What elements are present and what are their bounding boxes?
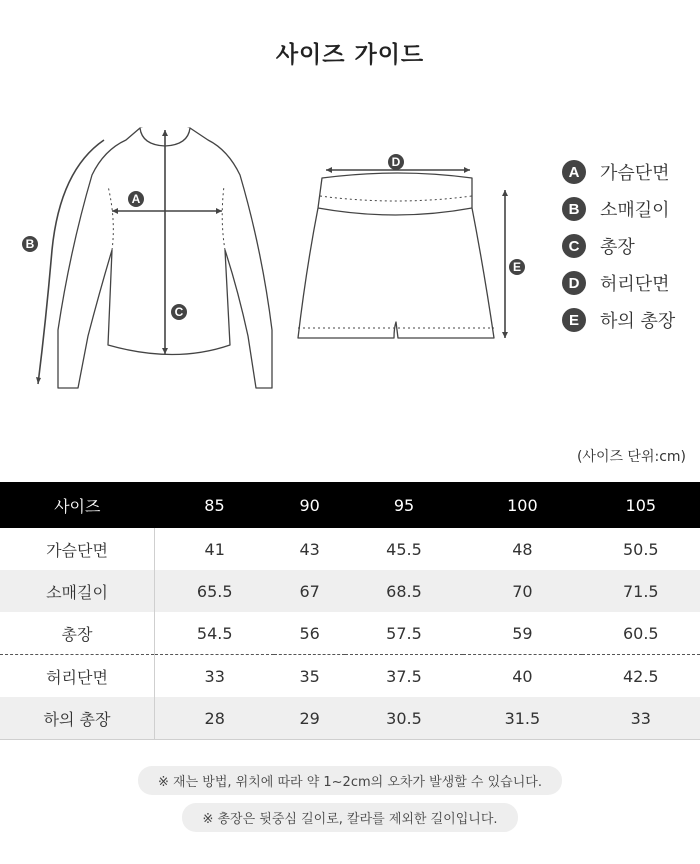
table-cell: 68.5 [345, 570, 463, 612]
table-cell: 65.5 [155, 570, 275, 612]
badge-b-label: B [25, 237, 35, 251]
legend-badge-d: D [562, 271, 586, 295]
table-cell: 57.5 [386, 623, 422, 643]
legend-badge-e: E [562, 308, 586, 332]
table-header-size: 105 [582, 482, 700, 528]
legend-label-c: 총장 [600, 237, 635, 258]
table-cell: 40 [463, 655, 581, 698]
table-header-size: 90 [274, 482, 344, 528]
table-cell: 54.5 [196, 623, 233, 643]
table-header-size: 100 [463, 482, 581, 528]
table-header-row [0, 482, 700, 528]
table-cell: 48 [512, 539, 533, 559]
row-label: 가슴단면 [0, 528, 155, 570]
legend-badge-a: A [562, 160, 586, 184]
row-label: 총장 [0, 612, 155, 655]
table-cell: 28 [155, 697, 275, 740]
table-cell: 29 [274, 697, 344, 740]
note-measurement-error: ※ 재는 방법, 위치에 따라 약 1~2cm의 오차가 발생할 수 있습니다. [138, 766, 562, 795]
legend-item-e [562, 308, 675, 332]
table-cell: 45.5 [386, 539, 422, 559]
legend-label-b: 소매길이 [600, 200, 670, 221]
table-cell: 37.5 [345, 655, 463, 698]
table-cell: 41 [204, 539, 225, 559]
legend-item-b [562, 197, 675, 221]
table-cell: 42.5 [582, 655, 700, 698]
legend-item-a [562, 160, 675, 184]
legend-badge-b: B [562, 197, 586, 221]
notes [0, 766, 700, 840]
table-cell: 67 [274, 570, 344, 612]
table-cell: 30.5 [345, 697, 463, 740]
table-row [0, 570, 700, 612]
row-label: 소매길이 [0, 570, 155, 612]
table-row [0, 612, 700, 655]
table-cell: 60.5 [622, 623, 659, 643]
table-cell: 59 [512, 623, 533, 643]
table-cell: 50.5 [622, 539, 659, 559]
row-label: 허리단면 [0, 655, 155, 698]
legend-item-c [562, 234, 675, 258]
page-title: 사이즈 가이드 [275, 42, 425, 68]
table-row [0, 528, 700, 570]
badge-a-label: A [131, 192, 141, 206]
table-header-size: 85 [155, 482, 275, 528]
badge-c-label: C [174, 305, 184, 319]
legend-label-e: 하의 총장 [600, 311, 676, 332]
badge-d-label: D [391, 155, 401, 169]
table-row [0, 655, 700, 698]
legend-label-d: 허리단면 [600, 274, 670, 295]
shorts-outline [298, 173, 494, 338]
size-table [0, 482, 700, 740]
unit-note: (사이즈 단위:cm) [576, 449, 686, 465]
table-cell: 56 [299, 623, 320, 643]
table-cell: 31.5 [463, 697, 581, 740]
table-cell: 70 [463, 570, 581, 612]
legend-item-d [562, 271, 675, 295]
row-label: 하의 총장 [0, 697, 155, 740]
table-header-size: 95 [345, 482, 463, 528]
table-cell: 43 [299, 539, 320, 559]
table-cell: 33 [155, 655, 275, 698]
table-header-label: 사이즈 [0, 482, 155, 528]
table-cell: 71.5 [582, 570, 700, 612]
note-total-length: ※ 총장은 뒷중심 길이로, 칼라를 제외한 길이입니다. [182, 803, 517, 832]
table-cell: 33 [582, 697, 700, 740]
legend-label-a: 가슴단면 [600, 163, 670, 184]
table-row [0, 697, 700, 740]
legend-badge-c: C [562, 234, 586, 258]
table-cell: 35 [274, 655, 344, 698]
badge-e-label: E [512, 260, 522, 274]
measurement-legend [562, 160, 675, 345]
